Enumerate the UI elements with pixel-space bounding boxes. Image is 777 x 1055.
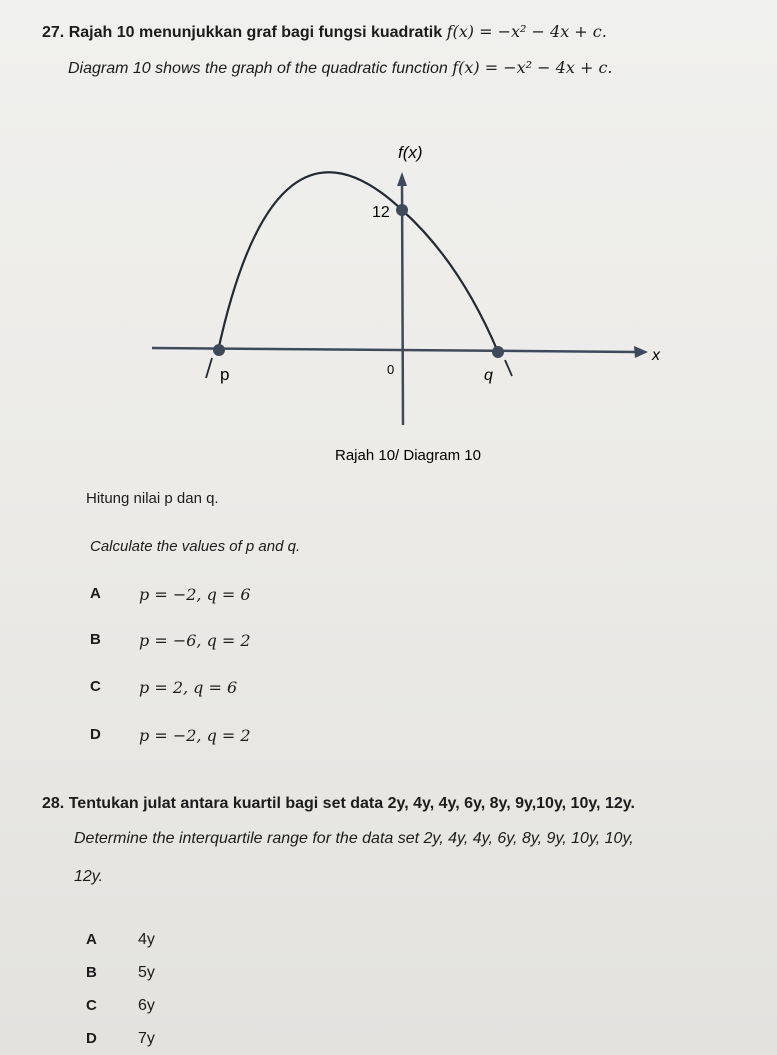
option-letter: D — [86, 1030, 97, 1047]
origin-label: 0 — [387, 362, 395, 377]
q28-option-a[interactable] — [86, 931, 155, 949]
y-axis-label: f(x) — [398, 143, 423, 162]
q28-english-line2: 12y. — [74, 868, 104, 885]
root-q-point — [492, 346, 504, 358]
q28-option-b[interactable] — [86, 964, 155, 982]
y-axis — [402, 182, 403, 425]
y-intercept-label: 12 — [372, 204, 390, 221]
q27-option-c[interactable] — [90, 678, 238, 697]
root-q-tick — [505, 360, 512, 376]
option-letter: A — [86, 931, 97, 948]
root-q-label: q — [484, 367, 493, 384]
q27-instruction-malay: Hitung nilai p dan q. — [86, 490, 219, 507]
option-text: p = 2, q = 6 — [139, 678, 238, 697]
option-text: 5y — [138, 964, 155, 981]
q28-option-c[interactable] — [86, 997, 155, 1015]
parabola-curve — [218, 172, 498, 352]
root-p-tick — [206, 358, 212, 378]
root-p-label: p — [220, 365, 230, 384]
y-axis-arrow-icon — [397, 172, 407, 186]
q27-option-a[interactable] — [90, 585, 251, 604]
option-letter: B — [90, 631, 101, 648]
option-letter: C — [86, 997, 97, 1014]
option-letter: C — [90, 678, 101, 695]
q27-malay-function: f(x) = −x² − 4x + c. — [446, 22, 607, 41]
x-axis-arrow-icon — [634, 346, 648, 358]
x-axis-label: x — [652, 347, 660, 364]
q27-number: 27. — [42, 24, 65, 41]
q28-english-line1: Determine the interquartile range for the data set 2y, 4y, 4y, 6y, 8y, 9y, 10y, 10y, — [74, 830, 634, 847]
diagram-10 — [0, 0, 777, 470]
option-letter: B — [86, 964, 97, 981]
q27-option-b[interactable] — [90, 631, 251, 650]
q28-option-d[interactable] — [86, 1030, 155, 1048]
root-p-point — [213, 344, 225, 356]
q27-english-function: f(x) = −x² − 4x + c. — [452, 58, 613, 77]
option-letter: D — [90, 726, 101, 743]
q28-number: 28. — [42, 795, 65, 812]
q28-malay-text: Tentukan julat antara kuartil bagi set data 2y, 4y, 4y, 6y, 8y, 9y,10y, 10y, 12y. — [68, 795, 635, 812]
option-letter: A — [90, 585, 101, 602]
option-text: p = −6, q = 2 — [139, 631, 251, 650]
q27-malay-text: Rajah 10 menunjukkan graf bagi fungsi kuadratik — [68, 24, 443, 41]
y-intercept-point — [396, 204, 408, 216]
q27-option-d[interactable] — [90, 726, 251, 745]
q28-malay-stem — [42, 795, 635, 813]
q27-instruction-english: Calculate the values of p and q. — [90, 538, 301, 555]
diagram-caption: Rajah 10/ Diagram 10 — [335, 447, 481, 464]
option-text: 6y — [138, 997, 155, 1014]
option-text: p = −2, q = 2 — [139, 726, 251, 745]
x-axis — [152, 348, 640, 352]
option-text: 7y — [138, 1030, 155, 1047]
q27-english-text: Diagram 10 shows the graph of the quadratic function — [68, 60, 448, 77]
option-text: p = −2, q = 6 — [139, 585, 251, 604]
option-text: 4y — [138, 931, 155, 948]
